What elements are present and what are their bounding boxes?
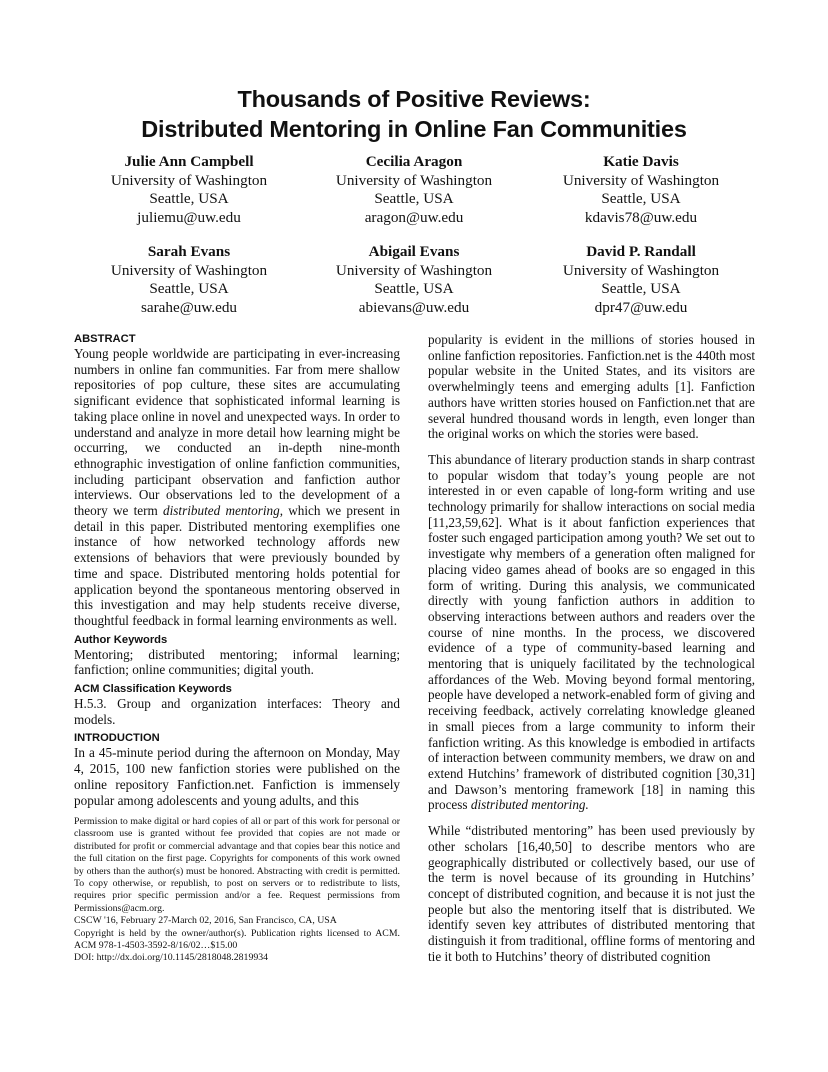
- author-email: dpr47@uw.edu: [594, 298, 688, 316]
- introduction-paragraph: popularity is evident in the millions of stories housed in online fanfiction repositories. Fanfiction.net is the 440th most popular website in the United States, and its visitors are overwhelmingly teens and emerging adults [1]. Fanfiction authors have written stories housed on Fanfiction.net that are several hundred thousand words in length, even longer than the original works on which the stories were based.: [428, 332, 755, 442]
- author-email: juliemu@uw.edu: [137, 208, 241, 226]
- author-name: David P. Randall: [586, 243, 696, 260]
- permission-notice: Permission to make digital or hard copies of all or part of this work for personal or classroom use is granted without fee provided that copies are not made or distributed for profit or commercial advantage and that copies bear this notice and the full citation on the first page. Copyrights for components of this work owned by others than the author(s) must be honored. Abstracting with credit is permitted. To copy otherwise, or republish, to post on servers or to redistribute to lists, requires prior specific permission and/or a fee. Request permissions from Permissions@acm.org.: [74, 816, 400, 914]
- permission-block: [74, 816, 400, 965]
- abstract-text-part: , which we present in detail in this paper. Distributed mentoring exemplifies one instance of how networked technology affords new extensions of behaviors that were previously bounded by time and space. Distributed mentoring holds potential for application beyond the spontaneous mentoring observed in this investigation and may help students receive diverse, thoughtful feedback in formal learning environments as well.: [74, 503, 400, 628]
- introduction-text-part: This abundance of literary production stands in sharp contrast to popular wisdom that today’s young people are not interested in or even capable of long-form writing and use technology primarily for shallow interactions on social media [11,23,59,62]. What is it about fanfiction experiences that foster such engaged participation among youth? We set out to investigate why members of a generation often maligned for placing video games ahead of books are so engaged in this form of writing. During this analysis, we communicated directly with young fanfiction authors in addition to observing interactions between authors and readers over the course of nine months. In the process, we discovered evidence of a type of community-based learning and mentoring that is uniquely facilitated by the technological affordances of the Web. Moving beyond formal mentoring, people have developed a network-enabled form of giving and receiving feedback, actively correlating knowledge gleaned in small pieces from a large community to inform their fanfiction writing. As this knowledge is embodied in artifacts of interaction between community members, we draw on and extend Hutchins’ framework of distributed cognition [30,31] and Dawson’s mentoring framework [18] in naming this process: [428, 451, 755, 813]
- author-block: [299, 153, 529, 227]
- introduction-heading: INTRODUCTION: [74, 732, 160, 745]
- author-affiliation: University of Washington: [110, 261, 268, 279]
- author-name: Katie Davis: [603, 153, 679, 170]
- author-affiliation: University of Washington: [335, 261, 493, 279]
- doi-info: DOI: http://dx.doi.org/10.1145/2818048.2819934: [74, 952, 269, 964]
- author-block: [526, 243, 756, 317]
- paper-title: [40, 84, 788, 144]
- copyright-info: Copyright is held by the owner/author(s). Publication rights licensed to ACM. ACM 978-1-4503-3592-8/16/02…$15.00: [74, 927, 400, 952]
- abstract-text: [74, 346, 400, 629]
- acm-keywords-text: H.5.3. Group and organization interfaces: Theory and models.: [74, 696, 400, 727]
- conference-info: CSCW '16, February 27-March 02, 2016, San Francisco, CA, USA: [74, 915, 337, 927]
- author-block: [526, 153, 756, 227]
- author-location: Seattle, USA: [374, 280, 454, 297]
- author-email: sarahe@uw.edu: [140, 298, 238, 316]
- acm-keywords-heading: ACM Classification Keywords: [74, 683, 232, 696]
- title-line-2: Distributed Mentoring in Online Fan Communities: [141, 116, 687, 142]
- author-keywords-heading: Author Keywords: [74, 633, 168, 646]
- introduction-paragraph: While “distributed mentoring” has been used previously by other scholars [16,40,50] to describe mentors who are geographically distributed or collectively based, our use of the term is novel because of its grounding in Hutchins’ concept of distributed cognition, and because it is not just the people but also the mentoring itself that is distributed. We identify seven key attributes of distributed mentoring that distinguish it from traditional, offline forms of mentoring and tie it both to Hutchins’ theory of distributed cognition: [428, 823, 755, 964]
- right-column: [428, 332, 755, 964]
- left-column: [74, 332, 400, 808]
- author-affiliation: University of Washington: [562, 171, 720, 189]
- author-keywords-text: Mentoring; distributed mentoring; informal learning; fanfiction; online communities; digital youth.: [74, 646, 400, 678]
- author-location: Seattle, USA: [601, 190, 681, 207]
- author-name: Julie Ann Campbell: [124, 153, 254, 170]
- author-affiliation: University of Washington: [110, 171, 268, 189]
- author-block: [74, 153, 304, 227]
- author-email: kdavis78@uw.edu: [584, 208, 698, 226]
- introduction-emphasis: distributed mentoring.: [470, 797, 589, 813]
- title-line-1: Thousands of Positive Reviews:: [237, 86, 591, 112]
- introduction-paragraph: In a 45-minute period during the afternoon on Monday, May 4, 2015, 100 new fanfiction stories were published on the online repository Fanfiction.net. Fanfiction is immensely popular among adolescents and young adults, and this: [74, 745, 400, 808]
- author-location: Seattle, USA: [601, 280, 681, 297]
- author-name: Cecilia Aragon: [365, 153, 463, 170]
- author-location: Seattle, USA: [149, 280, 229, 297]
- abstract-emphasis: distributed mentoring: [163, 503, 280, 519]
- abstract-text-part: Young people worldwide are participating in ever-increasing numbers in online fan communities. Far from mere shallow repositories of pop culture, these sites are accumulating significant evidence that sophisticated informal learning is taking place online in novel and unexpected ways. In order to understand and analyze in more detail how learning might be occurring, we conducted an in-depth nine-month ethnographic investigation of online fanfiction communities, including participant observation and fanfiction author interviews. Our observations led to the development of a theory we term: [74, 346, 400, 519]
- author-affiliation: University of Washington: [335, 171, 493, 189]
- author-block: [74, 243, 304, 317]
- abstract-heading: ABSTRACT: [74, 333, 136, 345]
- author-email: abievans@uw.edu: [358, 298, 470, 316]
- introduction-paragraph: [428, 452, 755, 813]
- author-location: Seattle, USA: [374, 190, 454, 207]
- author-name: Abigail Evans: [368, 243, 460, 260]
- author-name: Sarah Evans: [147, 243, 231, 260]
- author-location: Seattle, USA: [149, 190, 229, 207]
- author-block: [299, 243, 529, 317]
- author-email: aragon@uw.edu: [364, 208, 464, 226]
- author-affiliation: University of Washington: [562, 261, 720, 279]
